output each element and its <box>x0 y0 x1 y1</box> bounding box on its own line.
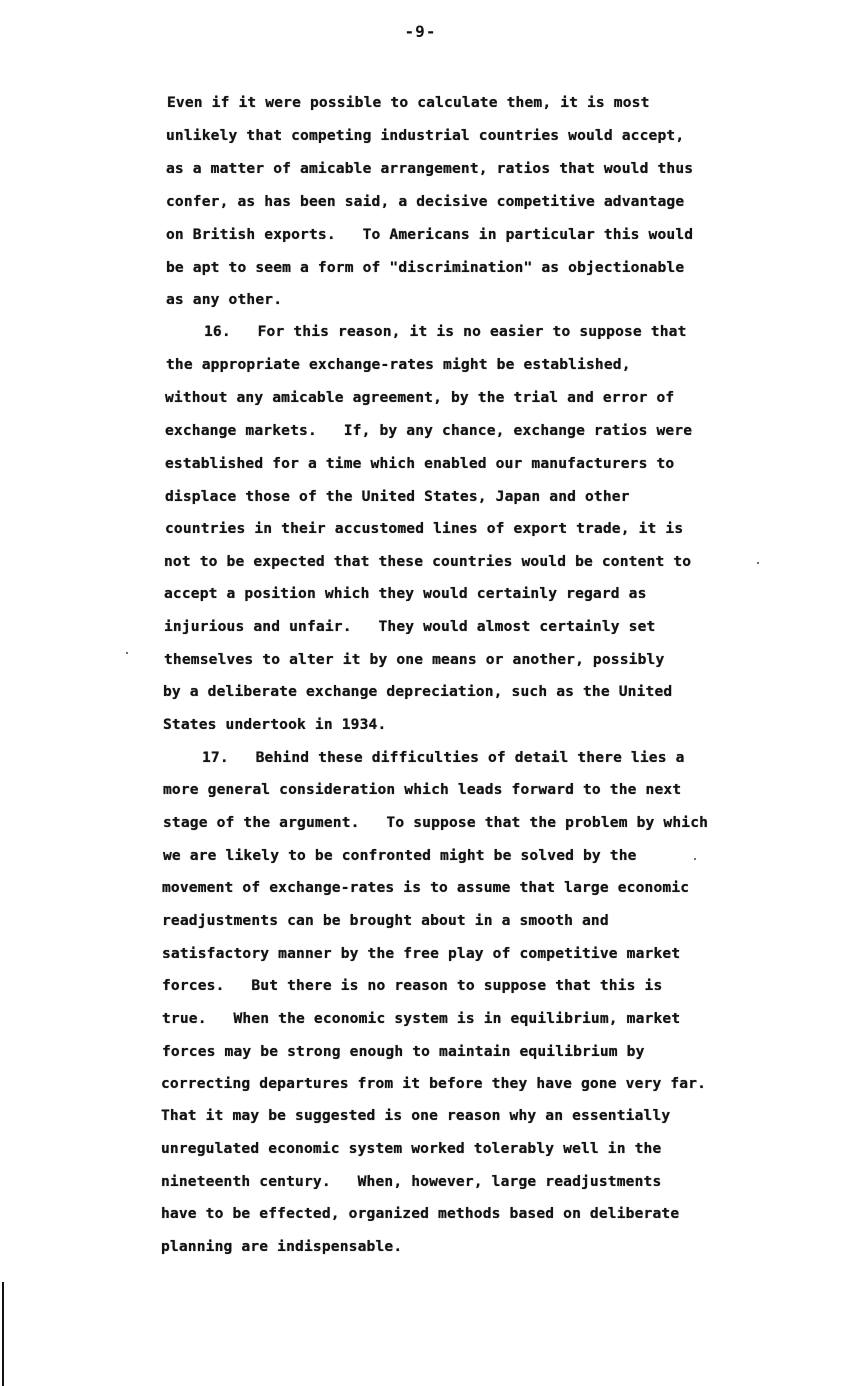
text-line: satisfactory manner by the free play of competitive market <box>162 945 681 962</box>
text-line: displace those of the United States, Japan and other <box>165 488 630 505</box>
text-line: true. When the economic system is in equilibrium, market <box>162 1010 681 1027</box>
text-line: injurious and unfair. They would almost certainly set <box>164 618 656 635</box>
text-line: readjustments can be brought about in a smooth and <box>162 912 609 929</box>
paragraph-17-start: 17. Behind these difficulties of detail there lies a <box>202 749 685 766</box>
text-line: unlikely that competing industrial countries would accept, <box>166 127 685 144</box>
text-line: be apt to seem a form of "discrimination" as objectionable <box>166 259 685 276</box>
paragraph-16-start: 16. For this reason, it is no easier to suppose that <box>204 323 687 340</box>
text-line: movement of exchange-rates is to assume that large economic <box>162 879 690 896</box>
text-line: established for a time which enabled our manufacturers to <box>165 455 675 472</box>
text-line: stage of the argument. To suppose that the problem by which <box>163 814 709 831</box>
text-line: without any amicable agreement, by the trial and error of <box>165 389 675 406</box>
text-line: have to be effected, organized methods based on deliberate <box>161 1205 680 1222</box>
text-line: States undertook in 1934. <box>163 716 387 733</box>
scan-speck <box>694 858 696 860</box>
text-line: countries in their accustomed lines of export trade, it is <box>165 520 684 537</box>
text-line: themselves to alter it by one means or another, possibly <box>164 651 665 668</box>
text-line: on British exports. To Americans in particular this would <box>166 226 694 243</box>
text-line: correcting departures from it before they have gone very far. <box>161 1075 707 1092</box>
scan-speck <box>757 562 759 564</box>
text-line: forces may be strong enough to maintain equilibrium by <box>162 1043 645 1060</box>
text-line: Even if it were possible to calculate them, it is most <box>167 94 650 111</box>
text-line: we are likely to be confronted might be solved by the <box>163 847 637 864</box>
page-number: -9- <box>404 22 437 41</box>
text-line: That it may be suggested is one reason why an essentially <box>161 1107 671 1124</box>
text-line: as any other. <box>166 291 283 308</box>
text-line: forces. But there is no reason to suppose that this is <box>162 977 663 994</box>
text-line: by a deliberate exchange depreciation, such as the United <box>163 683 673 700</box>
text-line: not to be expected that these countries would be content to <box>164 553 692 570</box>
text-line: planning are indispensable. <box>161 1238 403 1255</box>
text-line: exchange markets. If, by any chance, exchange ratios were <box>165 422 693 439</box>
text-line: confer, as has been said, a decisive competitive advantage <box>166 193 685 210</box>
text-line: the appropriate exchange-rates might be established, <box>166 356 631 373</box>
text-line: nineteenth century. When, however, large readjustments <box>161 1173 662 1190</box>
text-line: more general consideration which leads forward to the next <box>163 781 682 798</box>
text-line: accept a position which they would certainly regard as <box>164 585 647 602</box>
scan-speck <box>126 652 128 654</box>
text-line: as a matter of amicable arrangement, ratios that would thus <box>166 160 694 177</box>
scan-edge-line <box>2 1282 4 1386</box>
text-line: unregulated economic system worked tolerably well in the <box>161 1140 662 1157</box>
